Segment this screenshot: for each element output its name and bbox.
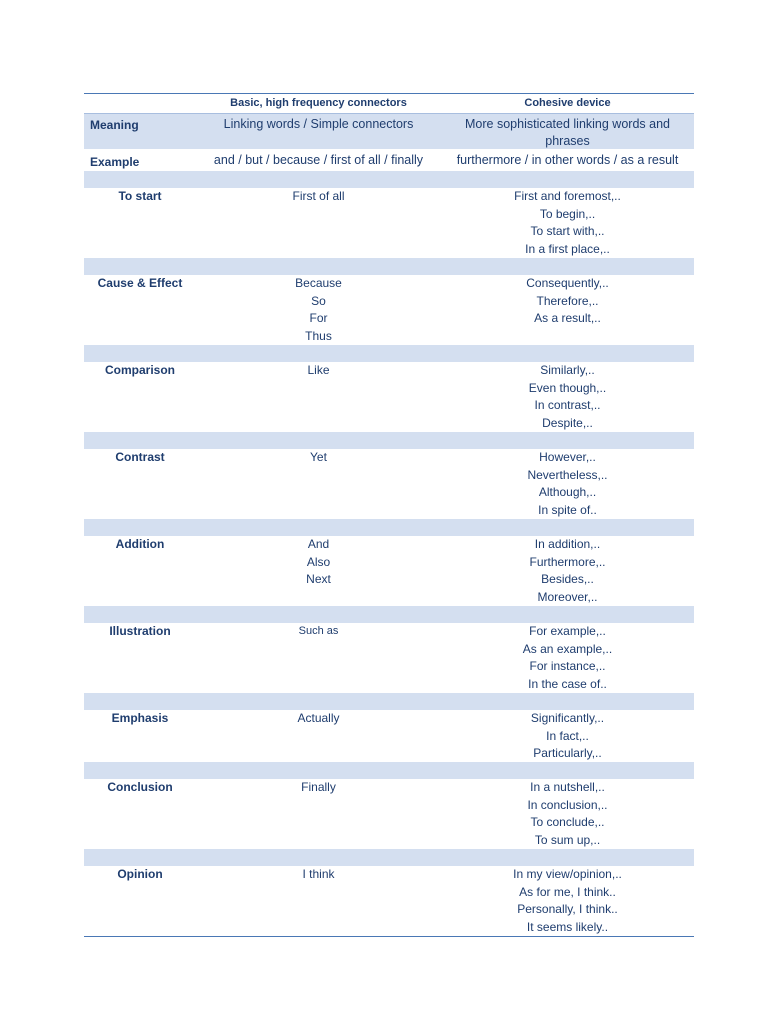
section-label: Contrast — [115, 450, 165, 464]
cohesive-device: Personally, I think.. — [517, 902, 618, 916]
section-cohesive — [441, 779, 694, 849]
cohesive-device: Nevertheless,.. — [527, 467, 608, 482]
section-label: Addition — [115, 537, 165, 551]
cohesive-device: In the case of.. — [528, 676, 607, 691]
section-separator — [84, 519, 694, 536]
cohesive-device: In conclusion,.. — [527, 797, 608, 812]
cohesive-device: Therefore,.. — [536, 293, 599, 308]
cohesive-device: Moreover,.. — [537, 589, 598, 604]
basic-connector: Thus — [305, 328, 332, 343]
cohesive-device: Particularly,.. — [533, 746, 602, 760]
meaning-cohesive — [441, 114, 694, 149]
section-row — [84, 866, 694, 937]
section-row — [84, 275, 694, 345]
section-row — [84, 779, 694, 849]
cohesive-device: First and foremost,.. — [514, 189, 621, 203]
section-separator — [84, 762, 694, 779]
meaning-cohesive-line: More sophisticated linking words and — [465, 117, 670, 131]
basic-connector: So — [311, 293, 326, 308]
section-separator — [84, 849, 694, 866]
basic-connector: And — [307, 537, 330, 551]
basic-connector: Next — [306, 572, 331, 586]
header-col1 — [84, 94, 196, 113]
example-cohesive: furthermore / in other words / as a result — [456, 153, 679, 167]
cohesive-device: However,.. — [539, 450, 596, 464]
basic-connector: Yet — [310, 450, 327, 464]
section-cohesive — [441, 866, 694, 936]
section-basic — [196, 623, 441, 693]
example-basic: and / but / because / first of all / finally — [213, 153, 424, 167]
meaning-cohesive-line: phrases — [545, 134, 590, 148]
section-cohesive — [441, 623, 694, 693]
cohesive-device: As a result,.. — [534, 311, 601, 325]
section-cohesive — [441, 536, 694, 606]
section-cohesive — [441, 275, 694, 345]
cohesive-device: In a nutshell,.. — [530, 780, 605, 794]
section-separator — [84, 693, 694, 710]
meaning-row — [84, 113, 694, 149]
basic-connector: Actually — [297, 711, 340, 725]
cohesive-device: To start with,.. — [530, 224, 605, 238]
section-label: Cause & Effect — [97, 276, 183, 290]
section-basic — [196, 779, 441, 849]
cohesive-device: In addition,.. — [534, 537, 601, 551]
header-cohesive: Cohesive device — [524, 97, 611, 109]
section-cohesive — [441, 710, 694, 762]
cohesive-device: In fact,.. — [546, 728, 589, 743]
meaning-basic: Linking words / Simple connectors — [223, 117, 414, 131]
basic-connector: Because — [295, 276, 342, 290]
example-label: Example — [90, 155, 140, 169]
cohesive-device: To sum up,.. — [534, 832, 601, 847]
section-basic — [196, 866, 441, 936]
section-row — [84, 188, 694, 258]
section-separator — [84, 345, 694, 362]
cohesive-device: Furthermore,.. — [529, 554, 606, 569]
section-label: Opinion — [117, 867, 163, 881]
section-separator — [84, 171, 694, 188]
cohesive-device: Significantly,.. — [530, 711, 605, 725]
cohesive-device: Despite,.. — [542, 415, 593, 430]
header-basic: Basic, high frequency connectors — [230, 97, 407, 109]
basic-connector: For — [309, 311, 328, 325]
basic-connector: Finally — [301, 780, 336, 794]
cohesive-device: In spite of.. — [538, 502, 597, 517]
cohesive-device: Consequently,.. — [526, 276, 609, 290]
section-cohesive — [441, 362, 694, 432]
cohesive-device: In my view/opinion,.. — [513, 867, 622, 881]
section-label: Comparison — [104, 363, 175, 377]
section-row — [84, 362, 694, 432]
cohesive-device: As an example,.. — [522, 641, 613, 656]
sections — [84, 171, 694, 937]
section-row — [84, 710, 694, 762]
connectors-table — [84, 93, 694, 937]
section-row — [84, 449, 694, 519]
cohesive-device: Even though,.. — [528, 380, 607, 395]
example-row — [84, 149, 694, 171]
cohesive-device: To begin,.. — [539, 206, 596, 221]
table-header — [84, 93, 694, 113]
basic-connector: Such as — [298, 625, 339, 637]
section-row — [84, 623, 694, 693]
basic-connector: Also — [306, 554, 331, 569]
section-basic — [196, 188, 441, 258]
section-basic — [196, 275, 441, 345]
section-separator — [84, 258, 694, 275]
section-separator — [84, 432, 694, 449]
section-label: Conclusion — [107, 780, 173, 794]
cohesive-device: As for me, I think.. — [519, 884, 616, 899]
meaning-label: Meaning — [90, 118, 139, 132]
cohesive-device: In contrast,.. — [534, 398, 601, 412]
basic-connector: I think — [302, 867, 335, 881]
cohesive-device: To conclude,.. — [530, 815, 605, 829]
cohesive-device: Besides,.. — [541, 572, 594, 586]
section-cohesive — [441, 449, 694, 519]
section-label: Emphasis — [111, 711, 169, 725]
cohesive-device: Similarly,.. — [540, 363, 595, 377]
section-basic — [196, 536, 441, 606]
section-label: To start — [118, 189, 162, 203]
section-separator — [84, 606, 694, 623]
cohesive-device: In a first place,.. — [525, 241, 610, 256]
basic-connector: First of all — [292, 189, 345, 203]
section-basic — [196, 362, 441, 432]
basic-connector: Like — [307, 363, 330, 377]
section-row — [84, 536, 694, 606]
section-label: Illustration — [109, 624, 171, 638]
cohesive-device: For example,.. — [529, 624, 606, 638]
section-cohesive — [441, 188, 694, 258]
cohesive-device: Although,.. — [538, 485, 597, 499]
cohesive-device: It seems likely.. — [526, 919, 609, 934]
section-basic — [196, 710, 441, 762]
section-basic — [196, 449, 441, 519]
cohesive-device: For instance,.. — [529, 659, 606, 673]
